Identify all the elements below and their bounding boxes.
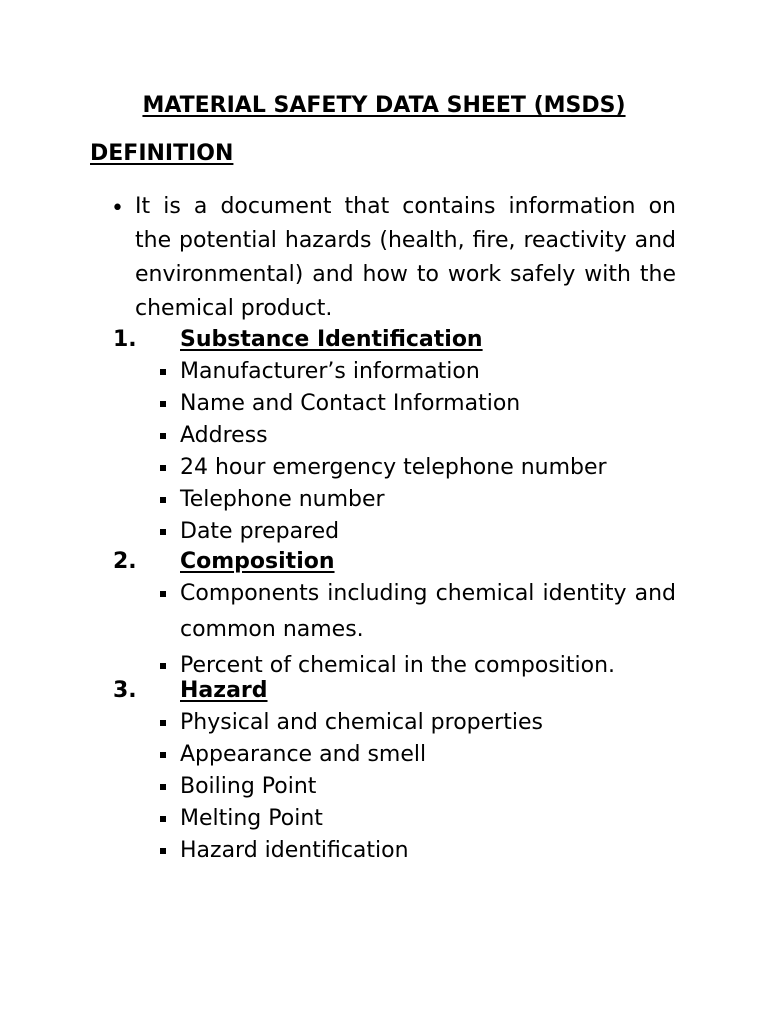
list-item-text: Hazard identification bbox=[180, 838, 409, 863]
section-title: Substance Identification bbox=[180, 327, 483, 352]
list-item bbox=[113, 707, 676, 739]
square-bullet-icon bbox=[160, 720, 166, 726]
list-item-text: Physical and chemical properties bbox=[180, 710, 543, 735]
section-number: 1. bbox=[113, 327, 137, 352]
list-item bbox=[113, 484, 676, 516]
section-heading bbox=[113, 675, 693, 707]
list-item bbox=[113, 835, 676, 867]
section-number: 2. bbox=[113, 549, 137, 574]
section-composition bbox=[113, 546, 693, 682]
square-bullet-icon bbox=[160, 663, 166, 669]
square-bullet-icon bbox=[160, 784, 166, 790]
list-item-text: Melting Point bbox=[180, 806, 323, 831]
list-item bbox=[113, 388, 676, 420]
section-number: 3. bbox=[113, 678, 137, 703]
square-bullet-icon bbox=[160, 848, 166, 854]
section-heading bbox=[113, 324, 693, 356]
list-item bbox=[113, 356, 676, 388]
list-item bbox=[113, 420, 676, 452]
square-bullet-icon bbox=[160, 369, 166, 375]
section-substance-identification bbox=[113, 324, 693, 548]
list-item bbox=[113, 803, 676, 835]
square-bullet-icon bbox=[160, 465, 166, 471]
list-item-text: Percent of chemical in the composition. bbox=[180, 653, 616, 678]
list-item-text: Date prepared bbox=[180, 519, 340, 544]
list-item-text: Telephone number bbox=[180, 487, 385, 512]
section-title: Composition bbox=[180, 549, 335, 574]
section-heading bbox=[113, 546, 693, 578]
list-item-text: Address bbox=[180, 423, 268, 448]
list-item bbox=[113, 452, 676, 484]
list-item-text: Manufacturer’s information bbox=[180, 359, 480, 384]
list-item bbox=[113, 578, 676, 650]
definition-heading: DEFINITION bbox=[90, 141, 234, 166]
section-item-list bbox=[113, 707, 693, 867]
list-item-text: Appearance and smell bbox=[180, 742, 427, 767]
square-bullet-icon bbox=[160, 433, 166, 439]
document-title: MATERIAL SAFETY DATA SHEET (MSDS) bbox=[142, 93, 626, 118]
definition-text: It is a document that contains information on the potential hazards (health, fire, reactivity and environmental) and how to work safely with the chemical product. bbox=[135, 194, 676, 321]
bullet-dot-icon: • bbox=[111, 196, 124, 221]
square-bullet-icon bbox=[160, 497, 166, 503]
section-title: Hazard bbox=[180, 678, 268, 703]
section-item-list bbox=[113, 356, 693, 548]
list-item bbox=[113, 771, 676, 803]
square-bullet-icon bbox=[160, 816, 166, 822]
list-item-text: 24 hour emergency telephone number bbox=[180, 455, 607, 480]
list-item bbox=[113, 739, 676, 771]
square-bullet-icon bbox=[160, 591, 166, 597]
section-item-list bbox=[113, 578, 693, 682]
square-bullet-icon bbox=[160, 529, 166, 535]
square-bullet-icon bbox=[160, 401, 166, 407]
list-item-text: Name and Contact Information bbox=[180, 391, 521, 416]
list-item-text: Components including chemical identity and common names. bbox=[180, 581, 676, 642]
list-item bbox=[113, 516, 676, 548]
square-bullet-icon bbox=[160, 752, 166, 758]
list-item-text: Boiling Point bbox=[180, 774, 317, 799]
section-hazard bbox=[113, 675, 693, 867]
